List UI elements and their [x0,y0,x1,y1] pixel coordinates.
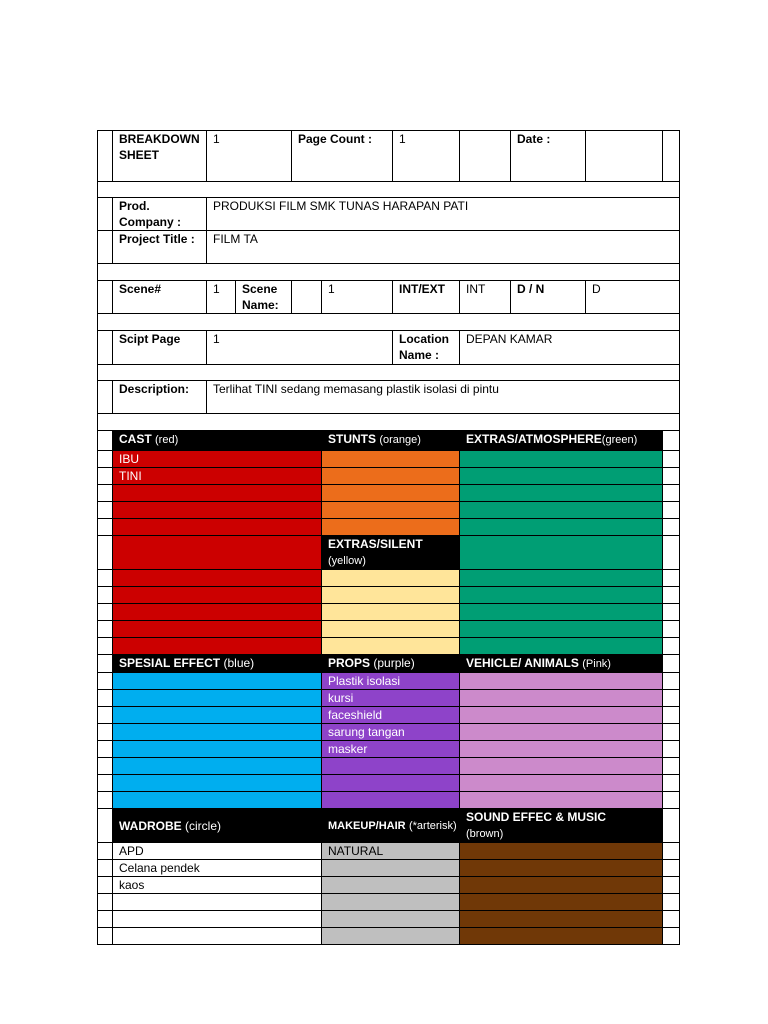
special-effect-item[interactable] [113,724,322,741]
description-value[interactable]: Terlihat TINI sedang memasang plastik isolasi di pintu [207,381,680,414]
special-effect-header: SPESIAL EFFECT (blue) [113,655,322,673]
extras-atmosphere-item[interactable] [460,604,663,621]
special-effect-item[interactable] [113,673,322,690]
sound-item[interactable] [460,928,663,945]
spacer-row [98,264,680,281]
margin-cell [98,231,113,264]
makeup-hair-item[interactable] [322,894,460,911]
extras-atmosphere-item[interactable] [460,570,663,587]
props-item[interactable]: faceshield [322,707,460,724]
project-title-value[interactable]: FILM TA [207,231,680,264]
wardrobe-item[interactable] [113,911,322,928]
extras-atmosphere-item[interactable] [460,621,663,638]
special-effect-item[interactable] [113,741,322,758]
scene-number-label: Scene# [113,281,207,314]
company-row [98,198,680,231]
int-ext-label: INT/EXT [393,281,460,314]
margin-cell [98,381,113,414]
vehicle-animals-item[interactable] [460,792,663,809]
cast-item[interactable] [113,570,322,587]
scene-row [98,281,680,314]
extras-silent-header: EXTRAS/SILENT (yellow) [322,536,460,570]
wardrobe-item[interactable]: Celana pendek [113,860,322,877]
section-cast-stunts-extras [98,431,680,655]
cast-item[interactable] [113,621,322,638]
makeup-hair-header: MAKEUP/HAIR (*arterisk) [322,809,460,843]
cast-item[interactable]: IBU [113,451,322,468]
spacer-row [98,365,680,381]
extras-atmosphere-item[interactable] [460,502,663,519]
margin-cell [98,198,113,231]
extras-atmosphere-item[interactable] [460,587,663,604]
sound-header: SOUND EFFEC & MUSIC (brown) [460,809,663,843]
extras-atmosphere-item[interactable] [460,638,663,655]
wardrobe-item[interactable]: APD [113,843,322,860]
cast-item[interactable]: TINI [113,468,322,485]
int-ext-value[interactable]: INT [460,281,511,314]
section-wardrobe-makeup-sound [98,809,680,945]
extras-silent-item[interactable] [322,638,460,655]
sound-item[interactable] [460,911,663,928]
sound-item[interactable] [460,843,663,860]
cast-item[interactable] [113,638,322,655]
vehicle-animals-item[interactable] [460,741,663,758]
vehicle-animals-item[interactable] [460,775,663,792]
description-row [98,381,680,414]
special-effect-item[interactable] [113,775,322,792]
wardrobe-item[interactable]: kaos [113,877,322,894]
props-header: PROPS (purple) [322,655,460,673]
date-value[interactable] [586,131,663,182]
section-sfx-props-vehicle [98,655,680,809]
vehicle-animals-item[interactable] [460,758,663,775]
cast-item[interactable] [113,536,322,570]
page-count-value[interactable]: 1 [393,131,460,182]
breakdown-label: BREAKDOWN SHEET [113,131,207,182]
extras-atmosphere-item[interactable] [460,519,663,536]
script-row [98,331,680,365]
empty-cell [292,281,322,314]
extras-atmosphere-item[interactable] [460,485,663,502]
props-item[interactable] [322,775,460,792]
margin-cell [663,131,680,182]
extras-silent-item[interactable] [322,570,460,587]
props-item[interactable] [322,758,460,775]
project-row [98,231,680,264]
day-night-label: D / N [511,281,586,314]
props-item[interactable]: Plastik isolasi [322,673,460,690]
scene-name-label: Scene Name: [236,281,292,314]
extras-atmosphere-header: EXTRAS/ATMOSPHERE(green) [460,431,663,451]
makeup-hair-item[interactable] [322,928,460,945]
script-page-value[interactable]: 1 [207,331,393,365]
vehicle-animals-item[interactable] [460,724,663,741]
sound-item[interactable] [460,860,663,877]
header-row [98,131,680,182]
description-label: Description: [113,381,207,414]
date-label: Date : [511,131,586,182]
sound-item[interactable] [460,894,663,911]
cast-item[interactable] [113,604,322,621]
props-item[interactable] [322,792,460,809]
page-count-label: Page Count : [292,131,393,182]
margin-cell [98,131,113,182]
extras-silent-item[interactable] [322,587,460,604]
props-item[interactable]: sarung tangan [322,724,460,741]
location-label: Location Name : [393,331,460,365]
day-night-value[interactable]: D [586,281,680,314]
extras-atmosphere-item[interactable] [460,468,663,485]
makeup-hair-item[interactable]: NATURAL [322,843,460,860]
project-title-label: Project Title : [113,231,207,264]
wardrobe-item[interactable] [113,894,322,911]
extras-atmosphere-item[interactable] [460,451,663,468]
margin-cell [98,281,113,314]
breakdown-sheet [97,130,680,945]
vehicle-animals-header: VEHICLE/ ANIMALS (Pink) [460,655,663,673]
vehicle-animals-item[interactable] [460,673,663,690]
company-label: Prod. Company : [113,198,207,231]
wardrobe-header: WADROBE (circle) [113,809,322,843]
cast-item[interactable] [113,587,322,604]
special-effect-item[interactable] [113,690,322,707]
spacer-row [98,414,680,431]
stunts-header: STUNTS (orange) [322,431,460,451]
margin-cell [98,331,113,365]
vehicle-animals-item[interactable] [460,707,663,724]
extras-silent-item[interactable] [322,604,460,621]
extras-silent-item[interactable] [322,621,460,638]
location-value[interactable]: DEPAN KAMAR [460,331,680,365]
company-value[interactable]: PRODUKSI FILM SMK TUNAS HARAPAN PATI [207,198,680,231]
props-item[interactable]: masker [322,741,460,758]
spacer-row [98,182,680,198]
script-page-label: Scipt Page [113,331,207,365]
cast-item[interactable] [113,519,322,536]
empty-cell [460,131,511,182]
makeup-hair-item[interactable] [322,860,460,877]
cast-item[interactable] [113,502,322,519]
stunts-item[interactable] [322,519,460,536]
scene-name-value[interactable]: 1 [322,281,393,314]
stunts-item[interactable] [322,502,460,519]
makeup-hair-item[interactable] [322,911,460,928]
cast-header: CAST (red) [113,431,322,451]
wardrobe-item[interactable] [113,928,322,945]
stunts-item[interactable] [322,485,460,502]
props-item[interactable]: kursi [322,690,460,707]
makeup-hair-item[interactable] [322,877,460,894]
sound-item[interactable] [460,877,663,894]
special-effect-item[interactable] [113,758,322,775]
special-effect-item[interactable] [113,707,322,724]
scene-number-value[interactable]: 1 [207,281,236,314]
vehicle-animals-item[interactable] [460,690,663,707]
extras-atmosphere-item[interactable] [460,536,663,570]
cast-item[interactable] [113,485,322,502]
breakdown-value[interactable]: 1 [207,131,292,182]
stunts-item[interactable] [322,468,460,485]
stunts-item[interactable] [322,451,460,468]
special-effect-item[interactable] [113,792,322,809]
spacer-row [98,314,680,331]
